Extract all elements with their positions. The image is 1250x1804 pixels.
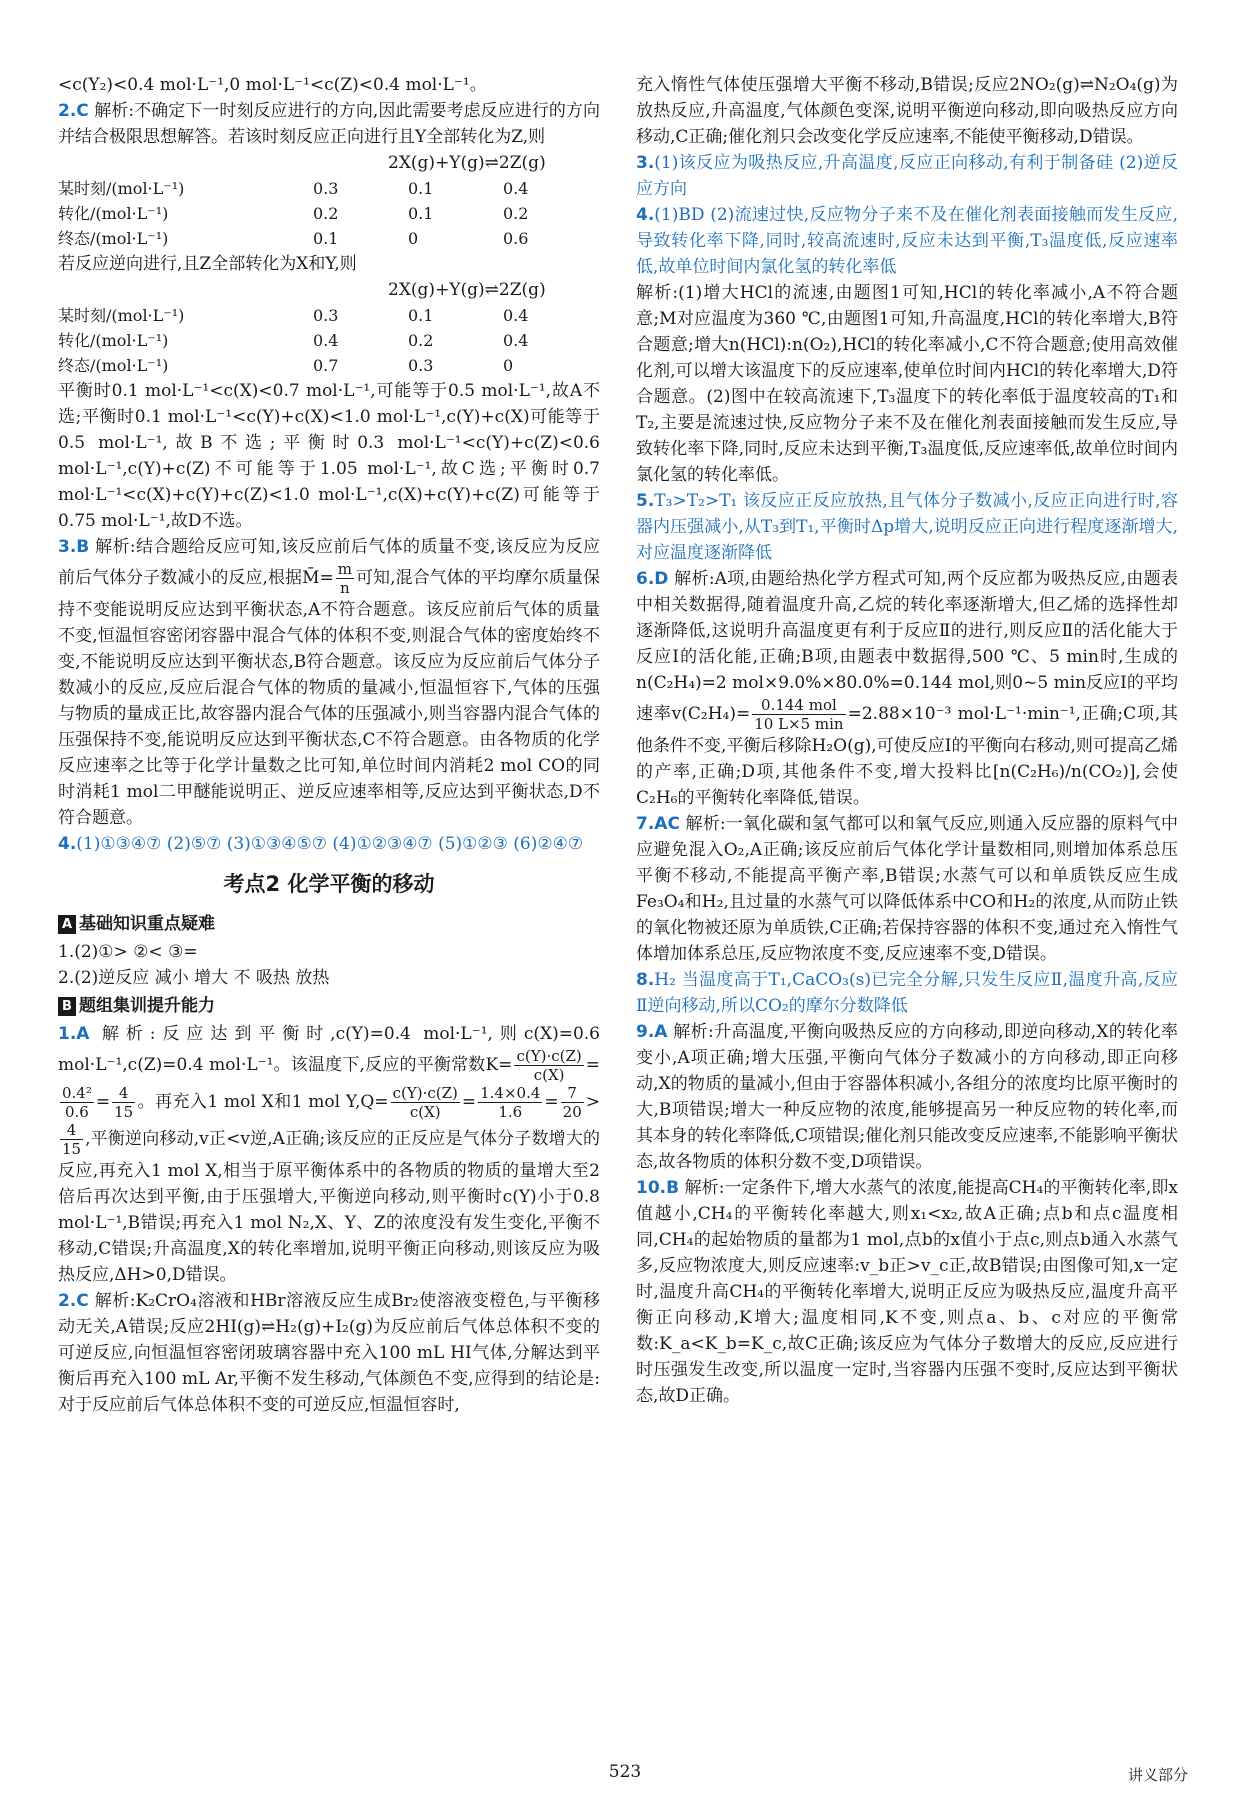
question-number: 6.D xyxy=(636,569,669,589)
section-title: 考点2 化学平衡的移动 xyxy=(223,872,435,896)
explanation-text: 解析:不确定下一时刻反应进行的方向,因此需要考虑反应进行的方向并结合极限思想解答。若该时刻反应正向进行且Y全部转化为Z,则 xyxy=(58,101,600,147)
cell: 0 xyxy=(503,356,514,375)
cell: 0.1 xyxy=(313,229,339,248)
question-number: 10.B xyxy=(636,1178,680,1198)
denominator: 15 xyxy=(114,1103,134,1121)
page-number: 523 xyxy=(608,1762,642,1782)
question-number: 5. xyxy=(636,491,655,511)
question-6 xyxy=(636,566,1178,811)
question-10 xyxy=(636,1175,1178,1409)
explanation-text: 解析:升高温度,平衡向吸热反应的方向移动,即逆向移动,X的转化率变小,A项正确;增大压强,平衡向气体分子数减小的方向移动,即正向移动,X的物质的量减小,但由于容器体积减小,各组分的浓度均比原平衡时的大,B项错误;增大一种反应物的浓度,能够提高另一种反应物的转化率,而其本身的转化率降低,C项错误;催化剂只能改变反应速率,不能影响平衡状态,故各物质的体积分数不变,D项错误。 xyxy=(636,1022,1178,1172)
formula: M̄= xyxy=(302,568,334,588)
denominator: 20 xyxy=(562,1103,582,1121)
cell: 0.2 xyxy=(503,204,529,223)
numerator: 0.144 mol xyxy=(752,696,845,715)
denominator: 1.6 xyxy=(498,1103,523,1121)
cell: 0.2 xyxy=(408,331,434,350)
paragraph: 平衡时0.1 mol·L⁻¹<c(X)<0.7 mol·L⁻¹,可能等于0.5 mol·L⁻¹,故A不选;平衡时0.1 mol·L⁻¹<c(Y)+c(X)<1.0 mol·L⁻¹,c(Y)+c(X)可能等于0.5 mol·L⁻¹,故B不选;平衡时0.3 mol·L⁻¹<c(Y)+c(Z)<0.6 mol·L⁻¹,c(Y)+c(Z)不可能等于1.05 mol·L⁻¹,故C选;平衡时0.7 mol·L⁻¹<c(X)+c(Y)+c(Z)<1.0 mol·L⁻¹,c(X)+c(Y)+c(Z)可能等于0.75 mol·L⁻¹,故D不选。 xyxy=(58,381,600,531)
tag-box: A xyxy=(58,915,76,934)
cell: 0.3 xyxy=(313,179,339,198)
cell: 0.1 xyxy=(408,306,434,325)
answer-text: H₂ 当温度高于T₁,CaCO₃(s)已完全分解,只发生反应Ⅱ,温度升高,反应Ⅱ逆向移动,所以CO₂的摩尔分数降低 xyxy=(636,970,1178,1016)
table-row xyxy=(58,303,598,328)
explanation-text: 解析:K₂CrO₄溶液和HBr溶液反应生成Br₂使溶液变橙色,与平衡移动无关,A错误;反应2HI(g)⇌H₂(g)+I₂(g)为反应前后气体总体积不变的可逆反应,向恒温恒容密闭玻璃容器中充入100 mL HI气体,分解达到平衡后再充入100 mL Ar,平衡不发生移动,气体颜色不变,应得到的结论是:对于反应前后气体总体积不变的可逆反应,恒温恒容时, xyxy=(58,1291,600,1415)
question-b2 xyxy=(58,1288,600,1418)
operator: > xyxy=(585,1092,600,1112)
cell: 0.4 xyxy=(313,331,339,350)
row-label: 转化/(mol·L⁻¹) xyxy=(58,331,169,350)
explanation-text: 解析:反应达到平衡时,c(Y)=0.4 mol·L⁻¹,则c(X)=0.6 mol·L⁻¹,c(Z)=0.4 mol·L⁻¹。该温度下,反应的平衡常数K= xyxy=(58,1024,601,1075)
section-label: 讲义部分 xyxy=(1127,1766,1188,1784)
denominator: n xyxy=(340,579,350,597)
numerator: 4 xyxy=(112,1084,135,1103)
section-tag-b xyxy=(58,993,215,1019)
numerator: 0.4² xyxy=(62,1084,92,1102)
question-number: 4. xyxy=(58,834,77,854)
explanation-text: 。再充入1 mol X和1 mol Y,Q= xyxy=(137,1092,389,1112)
right-column xyxy=(636,72,1178,1409)
table-row xyxy=(58,201,598,226)
question-number: 2.C xyxy=(58,1291,89,1311)
cell: 0.1 xyxy=(408,204,434,223)
fraction xyxy=(112,1084,135,1121)
question-7 xyxy=(636,811,1178,967)
fraction xyxy=(391,1084,460,1121)
operator: = xyxy=(585,1055,600,1075)
numerator: c(Y)·c(Z) xyxy=(392,1084,458,1102)
fraction xyxy=(478,1084,542,1121)
question-4 xyxy=(58,831,600,857)
denominator: 10 L×5 min xyxy=(754,715,844,733)
equation: 2X(g)+Y(g)⇌2Z(g) xyxy=(388,153,546,173)
explanation-text: 解析:结合题给反应可知,该反应前后气体的质量不变,该反应为反应前后气体分子数减小的反应,根据 xyxy=(58,537,600,588)
explanation-text: 解析:一定条件下,增大水蒸气的浓度,能提高CH₄的平衡转化率,即x值越小,CH₄的平衡转化率越大,则x₁<x₂,故A正确;点b和点c温度相同,CH₄的起始物质的量都为1 mol,点b的x值小于点c,则点b通入水蒸气多,反应物浓度大,则反应速率:v_b正>v_c正,故B错误;由图像可知,x一定时,温度升高CH₄的平衡转化率增大,说明正反应为吸热反应,温度升高平衡正向移动,K增大;温度相同,K不变,则点a、b、c对应的平衡常数:K_a<K_b=K_c,故C正确;该反应为气体分子数增大的反应,反应进行时压强发生改变,所以温度一定时,当容器内压强不变时,反应达到平衡状态,故D正确。 xyxy=(636,1178,1178,1406)
question-number: 3. xyxy=(636,153,655,173)
numerator: 1.4×0.4 xyxy=(480,1084,541,1102)
paragraph: 若反应逆向进行,且Z全部转化为X和Y,则 xyxy=(58,254,357,274)
question-9 xyxy=(636,1019,1178,1175)
equation: 2X(g)+Y(g)⇌2Z(g) xyxy=(388,280,546,300)
cell: 0.6 xyxy=(503,229,529,248)
fraction xyxy=(514,1047,583,1084)
answer-text: (1)该反应为吸热反应,升高温度,反应正向移动,有利于制备硅 (2)逆反应方向 xyxy=(636,153,1178,199)
question-3 xyxy=(58,534,600,831)
cell: 0.7 xyxy=(313,356,339,375)
question-2 xyxy=(58,98,600,150)
table-row xyxy=(58,353,598,378)
paragraph: 充入惰性气体使压强增大平衡不移动,B错误;反应2NO₂(g)⇌N₂O₄(g)为放热反应,升高温度,气体颜色变深,说明平衡逆向移动,即向吸热反应方向移动,C正确;催化剂只会改变化学反应速率,不能使平衡移动,D错误。 xyxy=(636,75,1178,147)
cell: 0.2 xyxy=(313,204,339,223)
operator: = xyxy=(95,1092,111,1112)
fraction xyxy=(561,1084,584,1121)
paragraph: <c(Y₂)<0.4 mol·L⁻¹,0 mol·L⁻¹<c(Z)<0.4 mol·L⁻¹。 xyxy=(58,75,487,95)
row-label: 终态/(mol·L⁻¹) xyxy=(58,229,169,248)
numerator: c(Y)·c(Z) xyxy=(516,1047,582,1065)
cell: 0.4 xyxy=(503,331,529,350)
question-5 xyxy=(636,488,1178,566)
tag-label: 题组集训提升能力 xyxy=(79,996,215,1016)
answer-text: T₃>T₂>T₁ 该反应正反应放热,且气体分子数减小,反应正向进行时,容器内压强减小,从T₃到T₁,平衡时Δp增大,说明反应正向进行程度逐渐增大,对应温度逐渐降低 xyxy=(636,491,1178,563)
question-number: 3.B xyxy=(58,537,90,557)
row-label: 某时刻/(mol·L⁻¹) xyxy=(58,306,185,325)
question-b1 xyxy=(58,1021,600,1288)
explanation-text: 解析:(1)增大HCl的流速,由题图1可知,HCl的转化率减小,A不符合题意;M对应温度为360 ℃,由题图1可知,升高温度,HCl的转化率增大,B符合题意;增大n(HCl):n(O₂),HCl的转化率减小,C不符合题意;使用高效催化剂,可以增大该温度下的反应速率,使单位时间内HCl的转化率增大,D符合题意。(2)图中在较高流速下,T₃温度下的转化率低于温度较高的T₁和T₂,主要是流速过快,反应物分子来不及在催化剂表面接触而发生反应,导致转化率下降,同时,反应未达到平衡,T₃温度低,反应速率低,故单位时间内氯化氢的转化率低。 xyxy=(636,283,1178,485)
explanation-text: 可知,混合气体的平均摩尔质量保持不变能说明反应达到平衡状态,A不符合题意。该反应前后气体的质量不变,恒温恒容密闭容器中混合气体的体积不变,则混合气体的密度始终不变,不能说明反应达到平衡状态,B符合题意。该反应为反应前后气体分子数减小的反应,反应后混合气体的物质的量减小,恒温恒容下,气体的压强与物质的量成正比,故容器内混合气体的压强减小,则当容器内混合气体的压强保持不变,能说明反应达到平衡状态,C不符合题意。由各物质的化学反应速率之比等于化学计量数之比可知,单位时间内消耗2 mol CO的同时消耗1 mol二甲醚能说明正、逆反应速率相等,反应达到平衡状态,D不符合题意。 xyxy=(58,568,601,828)
question-number: 8. xyxy=(636,970,655,990)
fraction xyxy=(60,1084,94,1121)
answer-text: (1)BD (2)流速过快,反应物分子来不及在催化剂表面接触而发生反应,导致转化率下降,同时,较高流速时,反应未达到平衡,T₃温度低,反应速率低,故单位时间内氯化氢的转化率低 xyxy=(636,205,1178,277)
numerator: m xyxy=(337,560,352,578)
fraction xyxy=(336,560,354,597)
fraction xyxy=(752,696,845,733)
cell: 0 xyxy=(408,229,419,248)
explanation-text: ,平衡逆向移动,v正<v逆,A正确;该反应的正反应是气体分子数增大的反应,再充入1 mol X,相当于原平衡体系中的各物质的物质的量增大至2倍后再次达到平衡,由于压强增大,平衡逆向移动,则平衡时c(Y)小于0.8 mol·L⁻¹,B错误;再充入1 mol N₂,X、Y、Z的浓度没有发生变化,平衡不移动,C错误;升高温度,X的转化率增加,说明平衡正向移动,则该反应为吸热反应,ΔH>0,D错误。 xyxy=(58,1129,600,1285)
tag-box: B xyxy=(58,997,76,1016)
denominator: c(X) xyxy=(409,1103,441,1121)
calc-table xyxy=(58,176,598,251)
question-number: 7.AC xyxy=(636,814,680,834)
question-8 xyxy=(636,967,1178,1019)
question-3 xyxy=(636,150,1178,202)
question-4 xyxy=(636,202,1178,280)
tag-label: 基础知识重点疑难 xyxy=(79,914,215,934)
question-number: 1.A xyxy=(58,1024,90,1044)
question-number: 2.C xyxy=(58,101,89,121)
cell: 0.3 xyxy=(408,356,434,375)
row-label: 某时刻/(mol·L⁻¹) xyxy=(58,179,185,198)
denominator: 15 xyxy=(62,1140,82,1158)
explanation-text: 解析:A项,由题给热化学方程式可知,两个反应都为吸热反应,由题表中相关数据得,随着温度升高,乙烷的转化率逐渐增大,但乙烯的选择性却逐渐降低,这说明升高温度更有利于反应Ⅱ的进行,则反应Ⅱ的活化能大于反应Ⅰ的活化能,正确;B项,由题表中数据得,500 ℃、5 min时,生成的n(C₂H₄)=2 mol×9.0%×80.0%=0.144 mol,则0~5 min反应Ⅰ的平均速率v(C₂H₄)= xyxy=(636,569,1179,724)
operator: = xyxy=(544,1092,559,1112)
numerator: 7 xyxy=(561,1084,584,1103)
table-row xyxy=(58,328,598,353)
left-column xyxy=(58,72,600,1418)
cell: 0.1 xyxy=(408,179,434,198)
calc-table xyxy=(58,303,598,378)
cell: 0.3 xyxy=(313,306,339,325)
denominator: 0.6 xyxy=(65,1103,89,1121)
answer-line: 2.(2)逆反应 减小 增大 不 吸热 放热 xyxy=(58,968,330,988)
row-label: 终态/(mol·L⁻¹) xyxy=(58,356,169,375)
explanation-text: =2.88×10⁻³ mol·L⁻¹·min⁻¹,正确;C项,其他条件不变,平衡后移除H₂O(g),可使反应Ⅰ的平衡向右移动,则可提高乙烯的产率,正确;D项,其他条件不变,增大投料比[n(C₂H₆)/n(CO₂)],会使C₂H₆的平衡转化率降低,错误。 xyxy=(636,704,1178,808)
cell: 0.4 xyxy=(503,179,529,198)
question-number: 4. xyxy=(636,205,655,225)
denominator: c(X) xyxy=(533,1066,565,1084)
answer-text: (1)①③④⑦ (2)⑤⑦ (3)①③④⑤⑦ (4)①②③④⑦ (5)①②③ (6)②④⑦ xyxy=(76,834,584,854)
fraction xyxy=(60,1121,83,1158)
table-row xyxy=(58,226,598,251)
row-label: 转化/(mol·L⁻¹) xyxy=(58,204,169,223)
section-tag-a xyxy=(58,911,215,937)
table-row xyxy=(58,176,598,201)
explanation-text: 解析:一氧化碳和氢气都可以和氧气反应,则通入反应器的原料气中应避免混入O₂,A正确;该反应前后气体化学计量数相同,则增加体系总压平衡不移动,不能提高平衡产率,B错误;水蒸气可以和单质铁反应生成Fe₃O₄和H₂,且过量的水蒸气可以降低体系中CO和H₂的浓度,从而防止铁的氧化物被还原为单质铁,C正确;若保持容器的体积不变,通过充入惰性气体增加体系总压,反应物浓度不变,反应速率不变,D错误。 xyxy=(636,814,1178,964)
cell: 0.4 xyxy=(503,306,529,325)
answer-line: 1.(2)①> ②< ③= xyxy=(58,942,198,962)
operator: = xyxy=(461,1092,477,1112)
numerator: 4 xyxy=(60,1121,83,1140)
question-number: 9.A xyxy=(636,1022,668,1042)
